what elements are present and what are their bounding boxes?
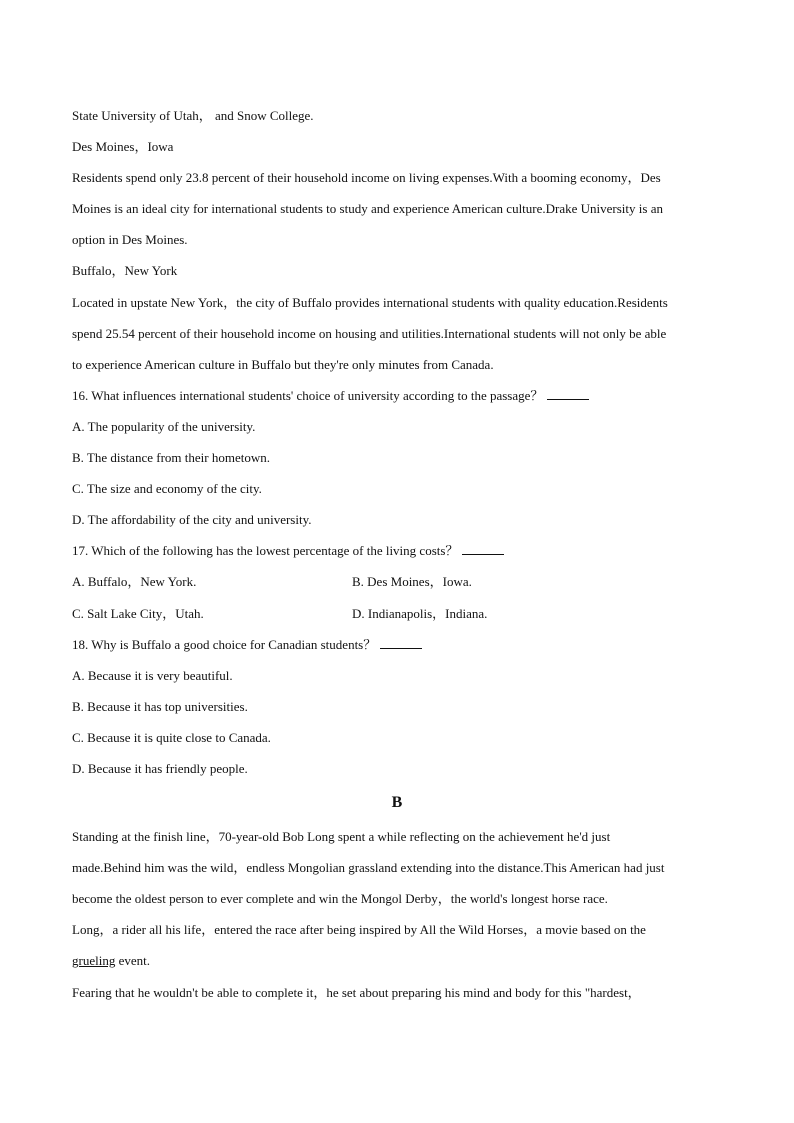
answer-blank (380, 636, 422, 649)
q16-option-b: B. The distance from their hometown. (72, 450, 270, 466)
answer-blank (462, 542, 504, 555)
text-line: made.Behind him was the wild，endless Mongolian grassland extending into the distance.This American had just (72, 860, 665, 876)
question-16-stem: 16. What influences international students' choice of university according to the passage？ (72, 380, 722, 411)
q18-option-a: A. Because it is very beautiful. (72, 667, 233, 683)
q16-option-a: A. The popularity of the university. (72, 418, 256, 434)
text-line: Fearing that he wouldn't be able to complete it，he set about preparing his mind and body for this "hardest， (72, 984, 641, 1000)
answer-blank (547, 387, 589, 400)
city-heading-buffalo: Buffalo，New York (72, 263, 178, 279)
q17-option-b: B. Des Moines，Iowa. (352, 574, 472, 590)
q17-option-c: C. Salt Lake City，Utah. (72, 605, 204, 621)
text-line: Moines is an ideal city for international students to study and experience American culture.Drake University is an (72, 201, 663, 217)
q16-option-c: C. The size and economy of the city. (72, 481, 262, 497)
text-line: Long，a rider all his life，entered the race after being inspired by All the Wild Horses，a movie based on the (72, 922, 646, 938)
text-line: become the oldest person to ever complete and win the Mongol Derby，the world's longest horse race. (72, 891, 608, 907)
text-line: option in Des Moines. (72, 232, 188, 248)
question-18-stem: 18. Why is Buffalo a good choice for Canadian students？ (72, 629, 722, 660)
q18-option-d: D. Because it has friendly people. (72, 760, 248, 776)
text-line: Located in upstate New York，the city of Buffalo provides international students with quality education.Residents (72, 294, 668, 310)
city-heading-des-moines: Des Moines，Iowa (72, 139, 174, 155)
q17-option-a: A. Buffalo，New York. (72, 574, 197, 590)
text-line: grueling event. (72, 953, 150, 969)
q18-option-b: B. Because it has top universities. (72, 698, 248, 714)
document-page (72, 100, 722, 1008)
text-line: State University of Utah， and Snow College. (72, 108, 314, 123)
underlined-word: grueling (72, 953, 116, 969)
q16-option-d: D. The affordability of the city and university. (72, 512, 312, 528)
q18-option-c: C. Because it is quite close to Canada. (72, 729, 271, 745)
q17-options-row-1 (72, 566, 722, 597)
question-17-stem: 17. Which of the following has the lowest percentage of the living costs？ (72, 535, 722, 566)
text-line: Residents spend only 23.8 percent of their household income on living expenses.With a booming economy，Des (72, 170, 661, 186)
text-line: to experience American culture in Buffalo but they're only minutes from Canada. (72, 356, 494, 372)
text-line: Standing at the finish line，70-year-old Bob Long spent a while reflecting on the achievement he'd just (72, 829, 611, 845)
text-line: spend 25.54 percent of their household income on housing and utilities.International students will not only be able (72, 325, 667, 341)
q17-option-d: D. Indianapolis，Indiana. (352, 605, 488, 621)
q17-options-row-2 (72, 598, 722, 629)
section-b-heading: B (391, 794, 403, 812)
